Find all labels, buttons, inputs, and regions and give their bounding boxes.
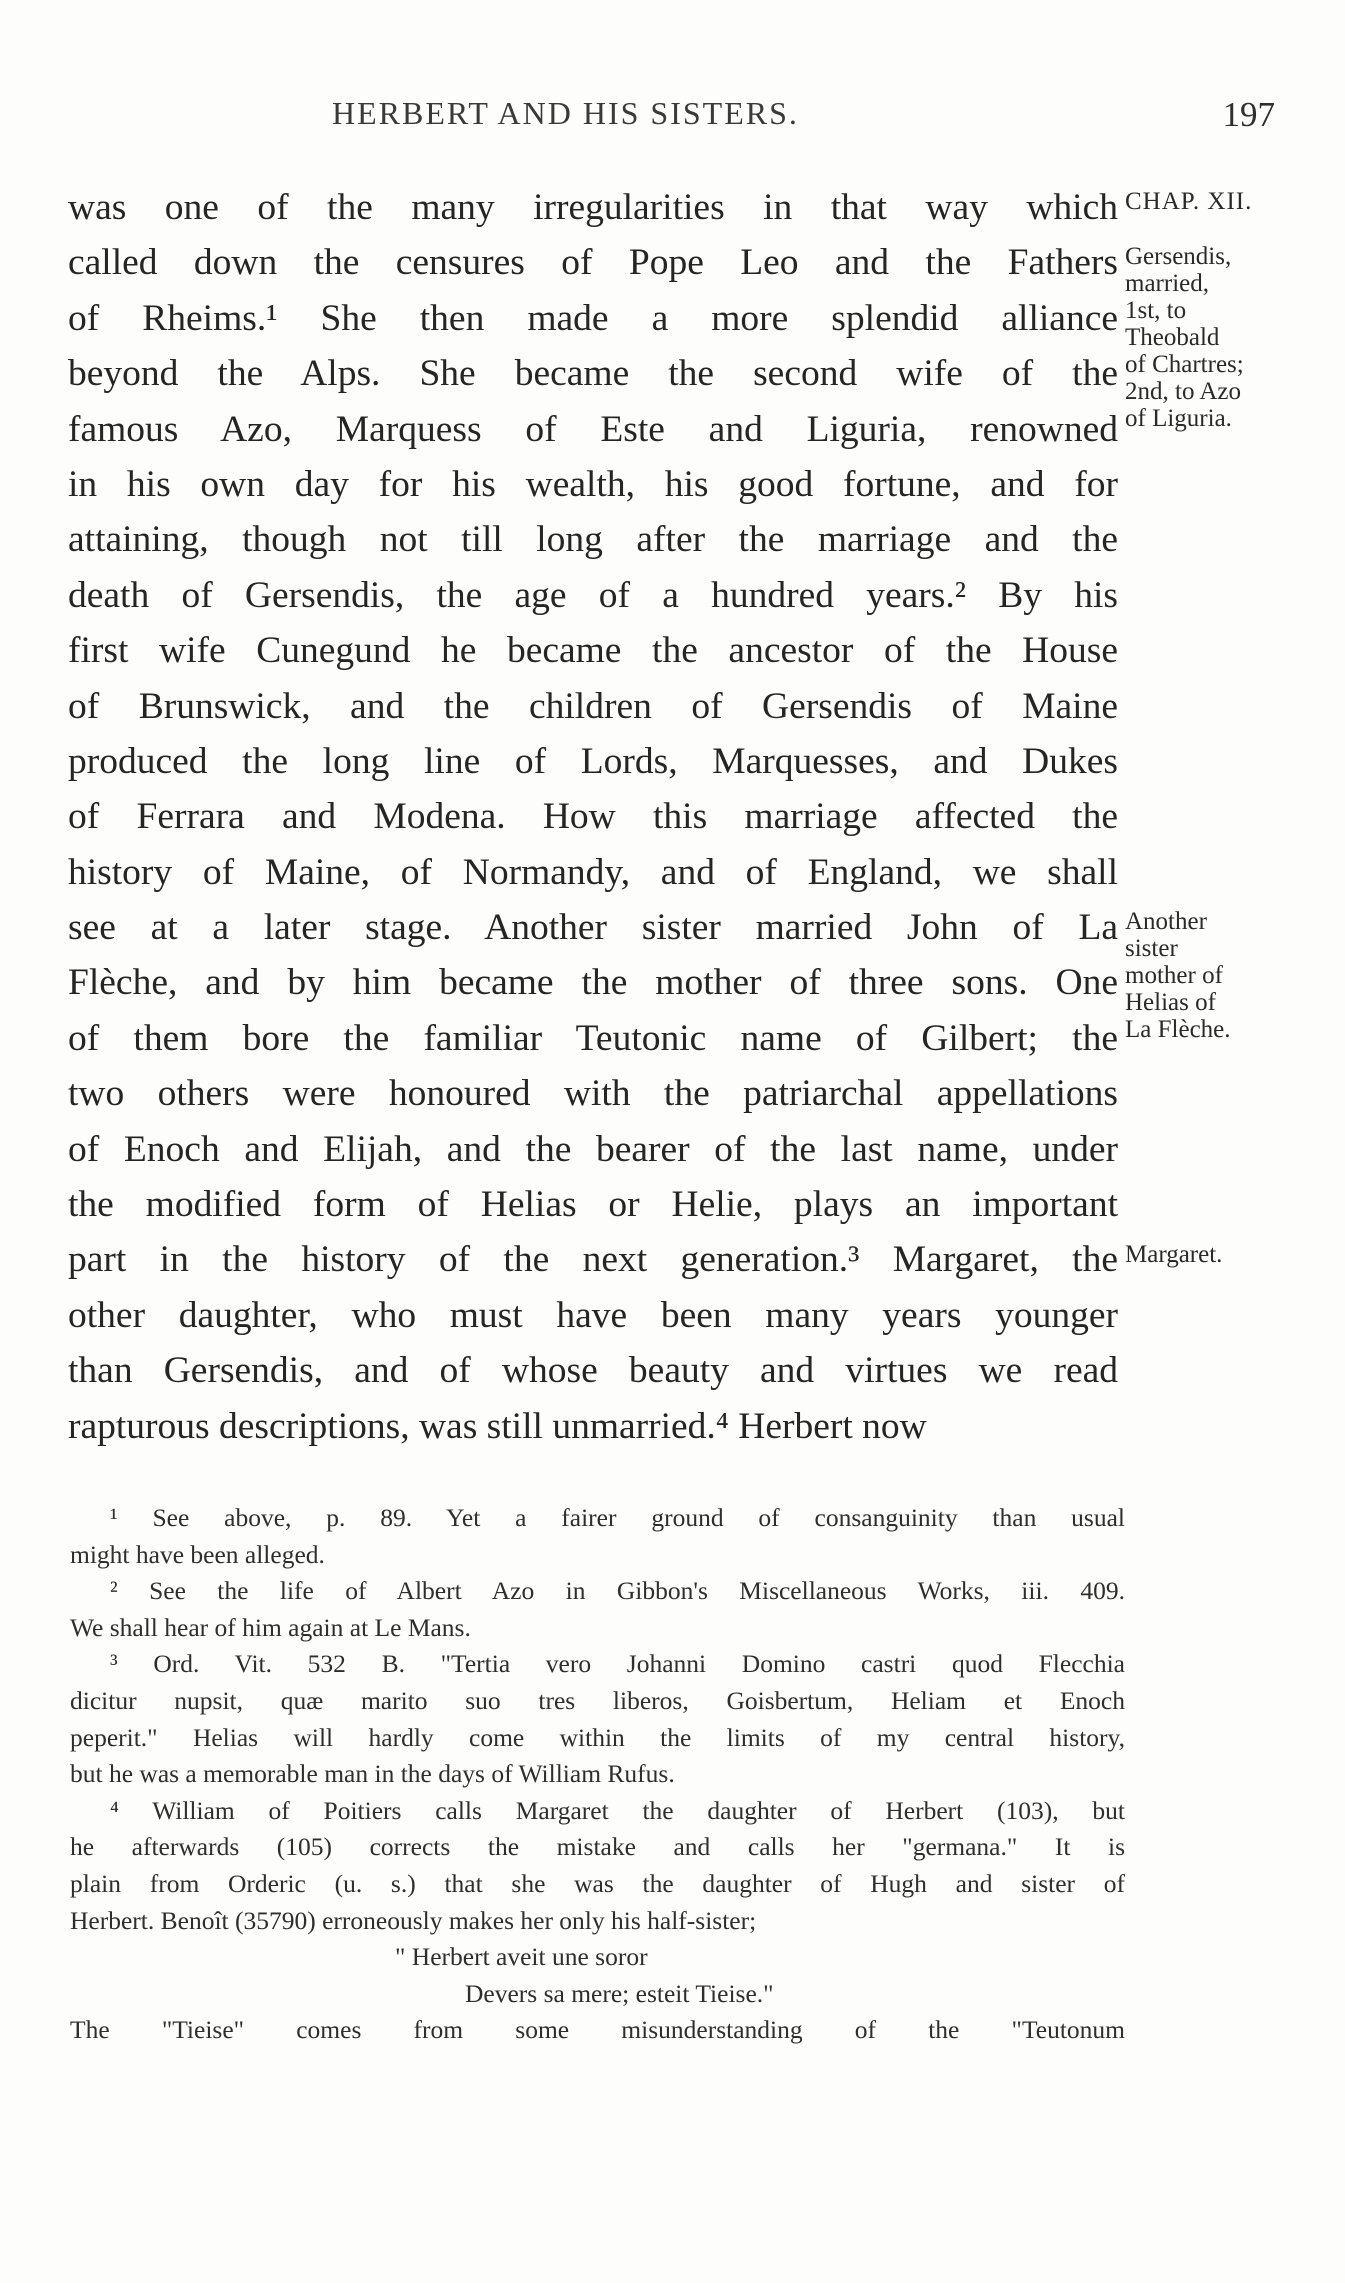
body-line: part in the history of the next generation.³ Margaret, the [68,1239,1118,1281]
margin-note-line: 1st, to [1125,297,1187,325]
footnote-line: The "Tieise" comes from some misunderstanding of the "Teutonum [70,2015,1125,2045]
margin-note-line: married, [1125,270,1209,298]
margin-note-line: 2nd, to Azo [1125,378,1241,406]
running-head: HERBERT AND HIS SISTERS. [332,95,799,131]
body-line: called down the censures of Pope Leo and the Fathers [68,242,1118,284]
footnote-verse-line: " Herbert aveit une soror [395,1942,648,1972]
margin-note-line: of Liguria. [1125,405,1232,433]
body-line: Flèche, and by him became the mother of three sons. One [68,962,1118,1004]
footnote-line: Herbert. Benoît (35790) erroneously makes her only his half-sister; [70,1905,757,1935]
margin-note-line: Theobald [1125,324,1220,352]
margin-note-line: Margaret. [1125,1240,1223,1268]
body-line: of Rheims.¹ She then made a more splendid alliance [68,297,1118,339]
margin-note-line: sister [1125,935,1178,963]
footnote-line: plain from Orderic (u. s.) that she was the daughter of Hugh and sister of [70,1868,1125,1898]
margin-note-line: Another [1125,908,1207,936]
body-line: the modified form of Helias or Helie, plays an important [68,1184,1118,1226]
margin-note [1125,188,1340,215]
body-line: rapturous descriptions, was still unmarried.⁴ Herbert now [68,1405,927,1447]
page-header [70,95,1275,145]
footnote-line: might have been alleged. [70,1539,325,1569]
footnote-verse-line: Devers sa mere; esteit Tieise." [465,1978,774,2008]
body-line: see at a later stage. Another sister married John of La [68,907,1118,949]
body-text [68,180,1118,1454]
footnote-line: he afterwards (105) corrects the mistake and calls her "germana." It is [70,1832,1125,1862]
footnote-line: dicitur nupsit, quæ marito suo tres liberos, Goisbertum, Heliam et Enoch [70,1685,1125,1715]
body-line: was one of the many irregularities in that way which [68,187,1118,228]
margin-note-line: Gersendis, [1125,243,1232,271]
footnotes [70,1500,1125,2049]
page-number: 197 [1222,95,1275,134]
footnote-line: ² See the life of Albert Azo in Gibbon's Miscellaneous Works, iii. 409. [110,1576,1125,1606]
footnote-line: but he was a memorable man in the days of William Rufus. [70,1759,675,1789]
footnote-line: We shall hear of him again at Le Mans. [70,1612,471,1642]
footnote-line: peperit." Helias will hardly come within the limits of my central history, [70,1722,1125,1752]
body-line: of them bore the familiar Teutonic name of Gilbert; the [68,1017,1118,1059]
body-line: produced the long line of Lords, Marquesses, and Dukes [68,740,1118,782]
footnote-line: ⁴ William of Poitiers calls Margaret the daughter of Herbert (103), but [110,1795,1125,1825]
body-line: history of Maine, of Normandy, and of England, we shall [68,851,1118,893]
margin-note-line: Helias of [1125,989,1216,1017]
margin-note [1125,243,1340,432]
body-line: in his own day for his wealth, his good fortune, and for [68,463,1118,505]
margin-note-line: of Chartres; [1125,351,1244,379]
body-line: other daughter, who must have been many years younger [68,1294,1118,1336]
margin-note-line: La Flèche. [1125,1016,1231,1044]
body-line: death of Gersendis, the age of a hundred years.² By his [68,574,1118,616]
body-line: two others were honoured with the patriarchal appellations [68,1073,1118,1115]
margin-note [1125,908,1340,1043]
margin-note-line: CHAP. XII. [1125,188,1253,215]
body-line: famous Azo, Marquess of Este and Liguria, renowned [68,408,1118,450]
footnote-line: ³ Ord. Vit. 532 B. "Tertia vero Johanni Domino castri quod Flecchia [110,1649,1125,1679]
body-line: first wife Cunegund he became the ancestor of the House [68,630,1118,672]
body-line: of Ferrara and Modena. How this marriage affected the [68,796,1118,838]
footnote-line: ¹ See above, p. 89. Yet a fairer ground of consanguinity than usual [110,1503,1125,1532]
body-line: of Enoch and Elijah, and the bearer of the last name, under [68,1128,1118,1170]
margin-note [1125,1241,1340,1268]
body-line: than Gersendis, and of whose beauty and virtues we read [68,1350,1118,1392]
body-line: attaining, though not till long after the marriage and the [68,519,1118,561]
body-line: beyond the Alps. She became the second wife of the [68,353,1118,395]
body-line: of Brunswick, and the children of Gersendis of Maine [68,685,1118,727]
margin-note-line: mother of [1125,962,1223,990]
